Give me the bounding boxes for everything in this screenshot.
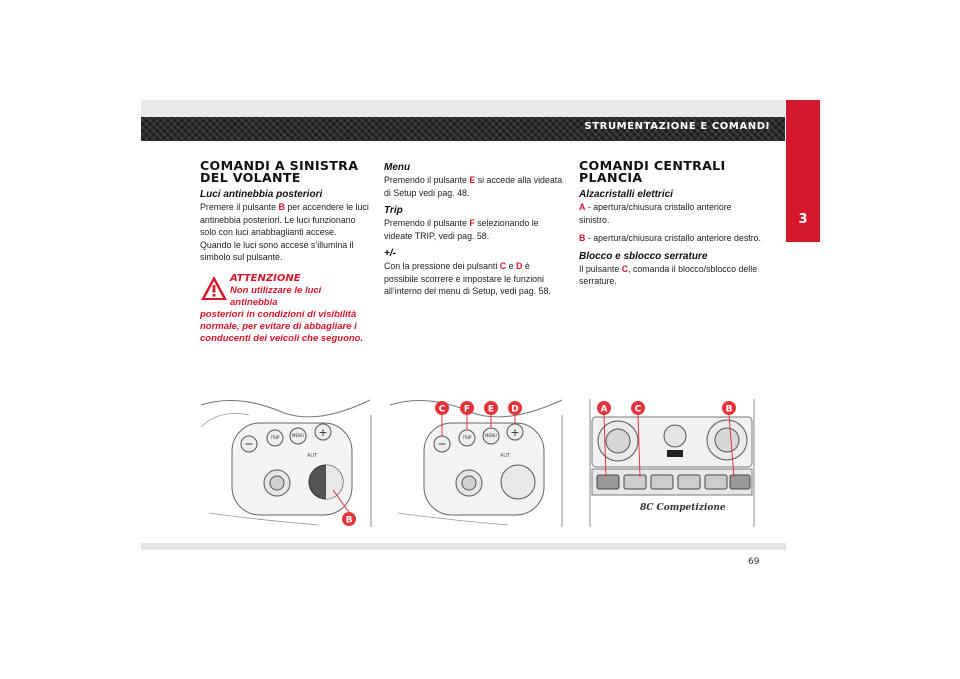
callout-b: B [345,515,353,526]
model-logo: 8C Competizione [640,503,726,513]
warning-title: ATTENZIONE [230,272,301,284]
callout-f: F [463,404,471,415]
chapter-number: 3 [798,212,808,227]
warning-box [200,273,370,345]
page-number: 69 [748,557,760,567]
callout-a: A [600,404,608,415]
center-console-illustration [582,395,762,527]
subheading-trip: Trip [384,205,403,216]
left-switch-panel-illustration [199,395,372,527]
subheading-plus-minus: +/- [384,248,396,259]
trip-menu-buttons-illustration [388,395,564,527]
trip-paragraph: Premendo il pulsante F selezionando le videate TRIP, vedi pag. 58. [384,218,539,242]
callout-d: D [511,404,519,415]
callout-e: E [487,404,495,415]
footer-band [141,543,786,550]
dial-label: AUT [307,453,318,459]
svg-text:AUT: AUT [500,453,511,459]
subheading-rear-fog: Luci antinebbia posteriori [200,189,323,200]
plus-minus-paragraph: Con la pressione dei pulsanti C e D è possibile scorrere e impostare le funzioni all’interno del menu di Setup, vedi pag. 58. [384,261,551,297]
svg-text:MENU: MENU [485,433,497,438]
locks-paragraph: Il pulsante C, comanda il blocco/sblocco delle serrature. [579,263,758,287]
subheading-menu: Menu [384,162,411,173]
svg-text:TRIP: TRIP [462,435,472,440]
subheading-locks: Blocco e sblocco serrature [579,250,708,262]
warning-text: Non utilizzare le luci antinebbia posteriori in condizioni di visibilità normale, per evitare di abbagliare i conducenti dei veicoli che seguono. [200,284,364,344]
window-a-paragraph: A - apertura/chiusura cristallo anteriore sinistro. [579,202,732,226]
svg-text:−: − [437,437,447,451]
left-controls-section [200,160,370,345]
subheading-windows: Alzacristalli elettrici [579,189,673,200]
plus-button-label: + [318,426,328,439]
rear-fog-paragraph: Premere il pulsante B per accendere le luci antinebbia posteriori. Le luci funzionano solo con luci anabbaglianti accese. Quando le luci sono accese s’illumina il simbolo sul pulsante. [200,202,369,263]
section-heading: COMANDI CENTRALI PLANCIA [579,159,726,185]
callout-b: B [725,404,733,415]
section-title: STRUMENTAZIONE E COMANDI [584,121,770,132]
warning-triangle-icon [200,275,228,301]
minus-button-label: − [244,437,254,451]
window-b-paragraph: B - apertura/chiusura cristallo anteriore destro. [579,233,762,244]
trip-button-label: TRIP [270,435,280,440]
callout-c: C [438,404,446,415]
section-heading: COMANDI A SINISTRA DEL VOLANTE [200,159,359,185]
menu-paragraph: Premendo il pulsante E si accede alla videata di Setup vedi pag. 48. [384,175,563,199]
menu-button-label: MENU [292,433,304,438]
callout-c: C [634,404,642,415]
steering-controls-continued [384,160,564,299]
svg-text:+: + [510,426,520,439]
center-controls-section [579,160,764,289]
